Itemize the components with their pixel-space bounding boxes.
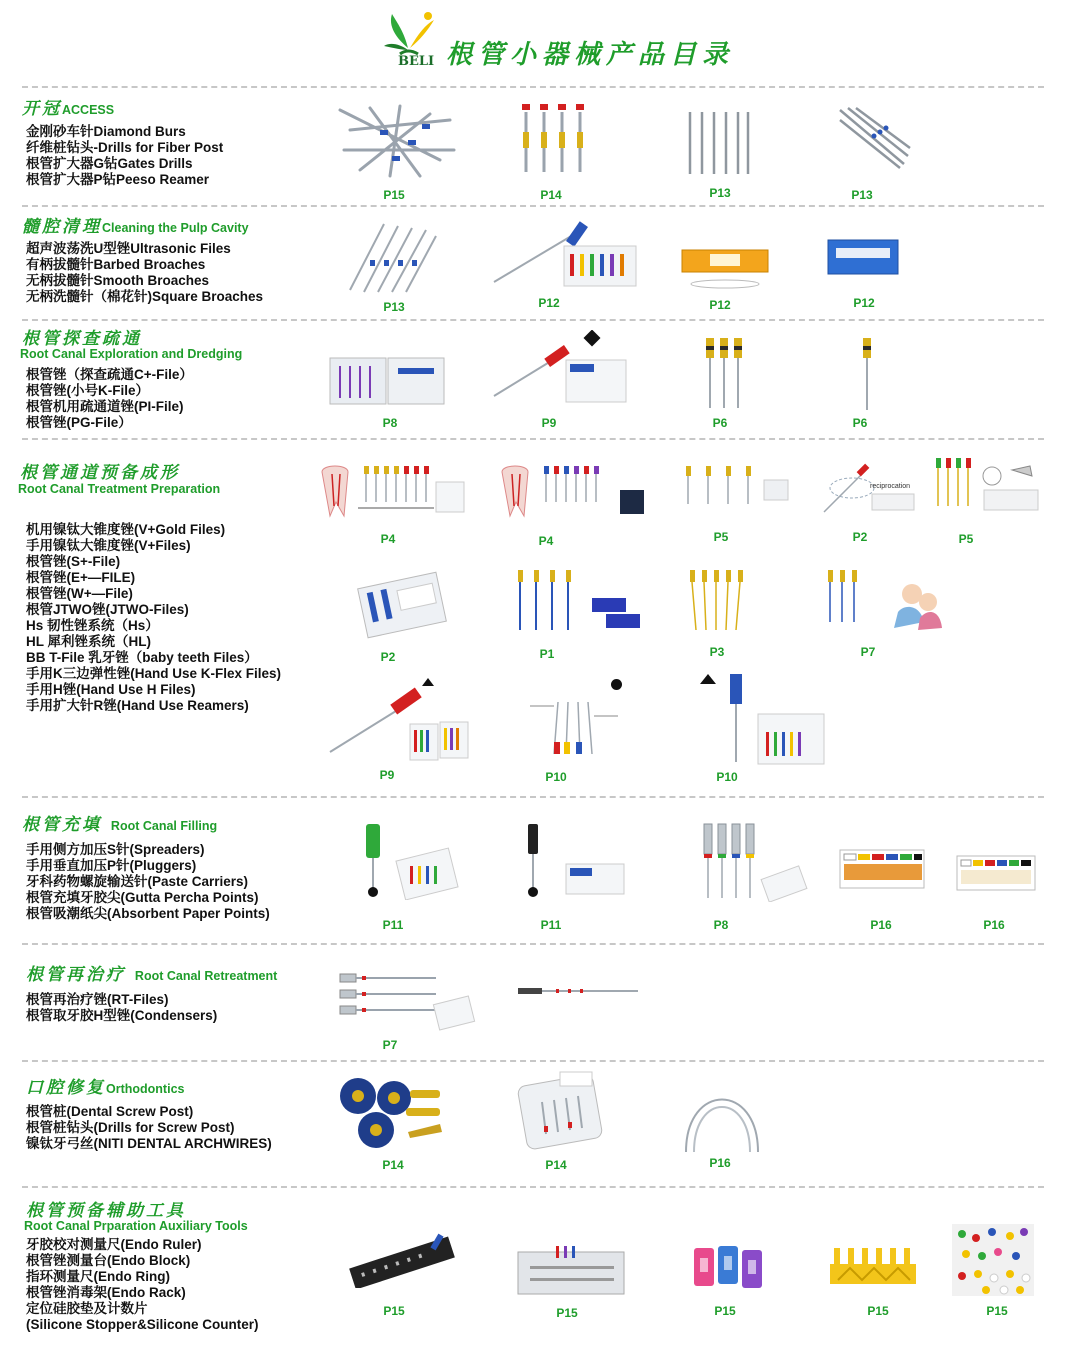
list-item: 根管吸潮纸尖(Absorbent Paper Points)	[26, 906, 270, 921]
endo-ruler-image	[348, 1232, 458, 1288]
fiber-post-drills-image	[518, 102, 598, 184]
dental-screw-post-image	[336, 1074, 446, 1150]
list-item: 手用扩大针R锉(Hand Use Reamers)	[26, 698, 249, 713]
page-label: P12	[709, 298, 731, 312]
brand-name: BELI	[398, 54, 435, 69]
item-list-orthodontics	[26, 1104, 272, 1152]
section-title-exploration: 根管探查疏通	[22, 329, 142, 349]
page-label: P12	[853, 296, 875, 310]
bullet-dot-icon	[611, 679, 622, 690]
k-flex-files-image	[324, 672, 472, 766]
h-files-image	[524, 682, 634, 762]
section-title-orthodontics	[26, 1073, 184, 1098]
list-item: 金刚砂车针Diamond Burs	[26, 124, 186, 139]
drills-screw-post-image	[516, 1068, 604, 1150]
peeso-reamer-image	[834, 104, 914, 174]
list-item: 根管锉(PG-File）	[26, 415, 132, 430]
page-label: P15	[383, 1304, 405, 1318]
section-title-en: Orthodontics	[106, 1082, 185, 1096]
page-label: P15	[714, 1304, 736, 1318]
endo-ring-image	[692, 1244, 768, 1290]
page-label: P15	[986, 1304, 1008, 1318]
list-item: 根管锉消毒架(Endo Rack)	[26, 1285, 186, 1300]
page-label: P6	[852, 416, 868, 430]
c-plus-file-image	[328, 354, 448, 410]
item-list-cleaning	[26, 241, 263, 305]
list-item: (Silicone Stopper&Silicone Counter)	[26, 1317, 259, 1332]
section-title-cleaning	[22, 212, 249, 237]
section-title-auxiliary: 根管预备辅助工具	[26, 1201, 186, 1221]
v-plus-files-image	[498, 462, 646, 522]
list-item: 定位硅胶垫及计数片	[26, 1301, 148, 1316]
page-label: P7	[860, 645, 876, 659]
hs-files-image	[514, 568, 642, 638]
s-plus-file-image	[680, 462, 790, 508]
page-label: P3	[709, 645, 725, 659]
page-label: P14	[545, 1158, 567, 1172]
list-item: 牙胶校对测量尺(Endo Ruler)	[26, 1237, 202, 1252]
list-item: 根管锉测量台(Endo Block)	[26, 1253, 191, 1268]
list-item: 根管扩大器G钻Gates Drills	[26, 156, 193, 171]
section-title-cn: 开冠	[22, 99, 62, 119]
endo-block-image	[516, 1244, 626, 1296]
page-label: P4	[538, 534, 554, 548]
page-label: P6	[712, 416, 728, 430]
list-item: 根管再治疗锉(RT-Files)	[26, 992, 169, 1007]
section-title-cn: 髓腔清理	[22, 217, 102, 237]
page-label: P5	[713, 530, 729, 544]
page-label: P9	[541, 416, 557, 430]
paste-carriers-image	[694, 822, 810, 902]
divider	[22, 205, 1044, 207]
list-item: 手用镍钛大锥度锉(V+Files)	[26, 538, 191, 553]
reciprocation-label: reciprocation	[870, 483, 911, 490]
smooth-broaches-image	[680, 246, 770, 294]
section-title-en: Root Canal Filling	[110, 819, 218, 833]
list-item: 根管扩大器P钻Peeso Reamer	[26, 172, 210, 187]
item-list-exploration	[26, 367, 193, 431]
section-title-preparation: 根管通道预备成形	[20, 463, 180, 483]
list-item: 根管锉(W+—File)	[26, 586, 133, 601]
page-label: P13	[709, 186, 731, 200]
list-item: 根管锉(E+—FILE)	[26, 570, 136, 585]
page-label: P16	[870, 918, 892, 932]
hl-files-image	[686, 568, 752, 638]
list-item: 根管桩钻头(Drills for Screw Post)	[26, 1120, 235, 1135]
section-title-en: Root Canal Prparation Auxiliary Tools	[24, 1219, 248, 1233]
gutta-percha-points-image	[838, 848, 926, 890]
list-item: 手用侧方加压S针(Spreaders)	[26, 842, 205, 857]
section-title-cn: 根管充填	[22, 815, 102, 835]
page-label: P11	[382, 918, 404, 932]
pi-file-image	[700, 336, 750, 410]
list-item: 手用垂直加压P针(Pluggers)	[26, 858, 197, 873]
section-title-en: Root Canal Exploration and Dredging	[20, 347, 243, 361]
list-item: 根管JTWO锉(JTWO-Files)	[26, 602, 189, 617]
list-item: 根管锉（探查疏通C+-File）	[26, 367, 193, 382]
list-item: 牙科药物螺旋输送针(Paste Carriers)	[26, 874, 249, 889]
list-item: 根管锉(S+-File)	[26, 554, 121, 569]
divider	[22, 1186, 1044, 1188]
section-title-en: Root Canal Treatment Preparation	[18, 482, 221, 496]
rt-files-image	[336, 966, 476, 1032]
page-label: P16	[983, 918, 1005, 932]
catalog-header	[0, 0, 1080, 84]
page-label: P14	[540, 188, 562, 202]
list-item: 指环测量尺(Endo Ring)	[26, 1269, 170, 1284]
list-item: 镍钛牙弓丝(NITI DENTAL ARCHWIRES)	[26, 1136, 272, 1151]
section-title-cn: 口腔修复	[26, 1078, 106, 1098]
section-title-access	[22, 94, 114, 119]
list-item: 手用K三边弹性锉(Hand Use K-Flex Files)	[26, 666, 282, 681]
page-label: P8	[713, 918, 729, 932]
list-item: HL 犀利锉系统（HL)	[26, 634, 151, 649]
pluggers-image	[520, 822, 630, 900]
divider	[22, 796, 1044, 798]
list-item: 根管充填牙胶尖(Gutta Percha Points)	[26, 890, 259, 905]
divider	[22, 86, 1044, 88]
page-label: P4	[380, 532, 396, 546]
page-label: P7	[382, 1038, 398, 1052]
list-item: BB T-File 乳牙锉（baby teeth Files）	[26, 650, 258, 665]
page-label: P12	[538, 296, 560, 310]
list-item: 纤维桩钻头-Drills for Fiber Post	[26, 140, 224, 155]
section-title-en: ACCESS	[62, 103, 115, 117]
page-label: P14	[382, 1158, 404, 1172]
k-file-image	[490, 330, 630, 406]
w-plus-file-image	[932, 456, 1040, 516]
list-item: 无柄洗髓针（棉花针)Square Broaches	[26, 289, 264, 304]
list-item: 机用镍钛大锥度锉(V+Gold Files)	[26, 522, 226, 537]
page-label: P15	[556, 1306, 578, 1320]
list-item: 有柄拔髓针Barbed Broaches	[26, 257, 206, 272]
page-title: 根管小器械产品目录	[446, 40, 735, 70]
barbed-broaches-image	[488, 220, 638, 290]
list-item: 根管锉(小号K-File）	[26, 383, 149, 398]
silicone-stopper-image	[952, 1224, 1034, 1296]
ultrasonic-files-image	[344, 220, 440, 296]
section-title-cn: 根管再治疗	[26, 965, 126, 985]
e-plus-file-image	[820, 462, 916, 516]
divider	[22, 943, 1044, 945]
v-gold-files-image	[318, 462, 466, 522]
page-label: P1	[539, 647, 555, 661]
reamers-image	[700, 670, 830, 766]
square-broaches-image	[826, 238, 900, 278]
list-item: 根管桩(Dental Screw Post)	[26, 1104, 194, 1119]
item-list-auxiliary	[26, 1237, 259, 1333]
spreaders-image	[360, 822, 460, 900]
page-label: P10	[545, 770, 567, 784]
page-label: P8	[382, 416, 398, 430]
diamond-burs-image	[330, 100, 460, 184]
absorbent-paper-points-image	[955, 854, 1037, 892]
jtwo-files-image	[356, 560, 448, 640]
page-label: P10	[716, 770, 738, 784]
list-item: 超声波荡洗U型锉Ultrasonic Files	[26, 241, 231, 256]
section-title-filling	[22, 810, 217, 835]
list-item: 根管取牙胶H型锉(Condensers)	[26, 1008, 218, 1023]
baby-teeth-files-image	[824, 568, 944, 638]
divider	[22, 319, 1044, 321]
list-item: 无柄拔髓针Smooth Broaches	[26, 273, 210, 288]
page-label: P16	[709, 1156, 731, 1170]
section-title-retreatment	[26, 960, 277, 985]
item-list-preparation	[26, 522, 281, 714]
list-item: 手用H锉(Hand Use H Files)	[26, 682, 196, 697]
page-label: P13	[383, 300, 405, 314]
page-label: P5	[958, 532, 974, 546]
gates-drills-image	[682, 108, 754, 178]
divider	[22, 438, 1044, 440]
page-label: P15	[867, 1304, 889, 1318]
pg-file-image	[858, 336, 876, 412]
page-label: P11	[540, 918, 562, 932]
item-list-retreatment	[26, 992, 217, 1024]
page-label: P2	[380, 650, 396, 664]
section-title-en: Cleaning the Pulp Cavity	[102, 221, 249, 235]
condensers-image	[516, 984, 642, 1000]
page-label: P13	[851, 188, 873, 202]
item-list-filling	[26, 842, 270, 922]
page-label: P15	[383, 188, 405, 202]
list-item: Hs 韧性锉系统（Hs）	[26, 618, 159, 633]
list-item: 根管机用疏通道锉(PI-File)	[26, 399, 184, 414]
item-list-access	[26, 124, 223, 188]
page-label: P2	[852, 530, 868, 544]
divider	[22, 1060, 1044, 1062]
section-title-en: Root Canal Retreatment	[134, 969, 278, 983]
niti-archwires-image	[680, 1072, 764, 1154]
page-label: P9	[379, 768, 395, 782]
endo-rack-image	[828, 1244, 918, 1288]
